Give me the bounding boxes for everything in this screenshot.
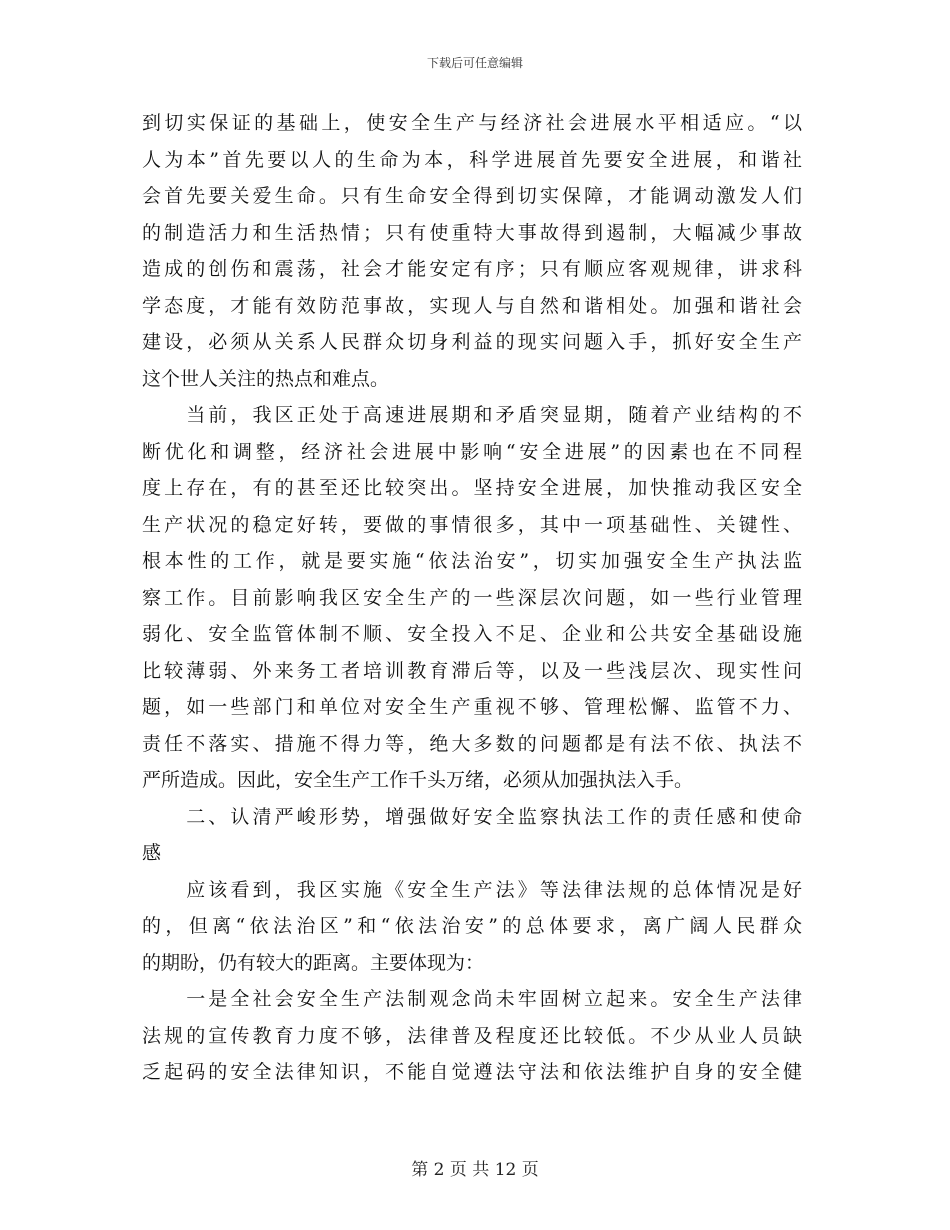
text-line: 到切实保证的基础上，使安全生产与经济社会进展水平相适应。“以 xyxy=(142,112,802,134)
text-line: 比较薄弱、外来务工者培训教育滞后等，以及一些浅层次、现实性问 xyxy=(142,659,802,682)
text-line: 学态度，才能有效防范事故，实现人与自然和谐相处。加强和谐社会 xyxy=(142,294,802,317)
page-number-footer: 第 2 页 共 12 页 xyxy=(411,1160,539,1180)
text-line: 一是全社会安全生产法制观念尚未牢固树立起来。安全生产法律 xyxy=(142,988,802,1010)
text-line: 的制造活力和生活热情；只有使重特大事故得到遏制，大幅减少事故 xyxy=(142,221,802,244)
text-line: 当前，我区正处于高速进展期和矛盾突显期，随着产业结构的不 xyxy=(142,404,802,426)
text-line: 这个世人关注的热点和难点。 xyxy=(142,367,390,390)
text-line: 应该看到，我区实施《安全生产法》等法律法规的总体情况是好 xyxy=(142,878,802,901)
text-line: 度上存在，有的甚至还比较突出。坚持安全进展，加快推动我区安全 xyxy=(142,477,802,499)
text-line: 生产状况的稳定好转，要做的事情很多，其中一项基础性、关键性、 xyxy=(142,513,802,536)
text-line: 弱化、安全监管体制不顺、安全投入不足、企业和公共安全基础设施 xyxy=(142,623,802,645)
text-line: 建设，必须从关系人民群众切身利益的现实问题入手，抓好安全生产 xyxy=(142,331,802,353)
text-line: 的期盼，仍有较大的距离。主要体现为： xyxy=(142,951,485,974)
text-line: 会首先要关爱生命。只有生命安全得到切实保障，才能调动激发人们 xyxy=(142,185,802,207)
text-line: 根本性的工作，就是要实施“依法治安”，切实加强安全生产执法监 xyxy=(142,550,802,572)
text-line: 严所造成。因此，安全生产工作千头万绪，必须从加强执法入手。 xyxy=(142,769,694,791)
text-line: 断优化和调整，经济社会进展中影响“安全进展”的因素也在不同程 xyxy=(142,440,802,463)
text-line: 的，但离“依法治区”和“依法治安”的总体要求，离广阔人民群众 xyxy=(142,915,802,937)
text-line: 法规的宣传教育力度不够，法律普及程度还比较低。不少从业人员缺 xyxy=(142,1024,802,1047)
text-line: 责任不落实、措施不得力等，绝大多数的问题都是有法不依、执法不 xyxy=(142,732,802,755)
text-line: 人为本”首先要以人的生命为本，科学进展首先要安全进展，和谐社 xyxy=(142,148,802,171)
text-line: 察工作。目前影响我区安全生产的一些深层次问题，如一些行业管理 xyxy=(142,586,802,609)
text-line: 二、认清严峻形势，增强做好安全监察执法工作的责任感和使命 xyxy=(142,805,802,828)
text-line: 感 xyxy=(142,842,162,864)
page-header-note: 下载后可任意编辑 xyxy=(426,56,523,70)
text-line: 题，如一些部门和单位对安全生产重视不够、管理松懈、监管不力、 xyxy=(142,696,802,718)
text-line: 造成的创伤和震荡，社会才能安定有序；只有顺应客观规律，讲求科 xyxy=(142,258,802,280)
document-body xyxy=(142,105,802,1091)
text-line: 乏起码的安全法律知识，不能自觉遵法守法和依法维护自身的安全健 xyxy=(142,1061,802,1083)
